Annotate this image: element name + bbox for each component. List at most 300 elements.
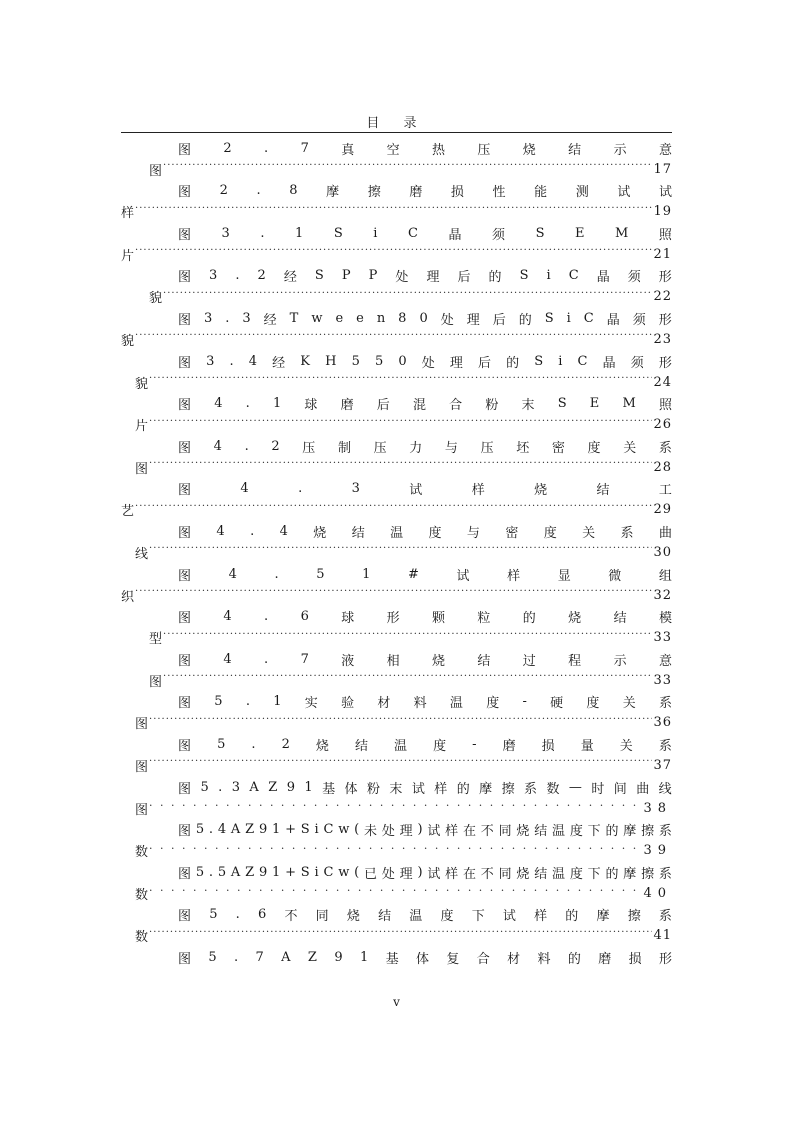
toc-title-glyph: ) [417,822,423,838]
toc-title-glyph: 9 [258,864,268,880]
toc-title-glyph: 摩 [326,185,340,201]
toc-title-glyph: + [285,822,296,838]
toc-title-glyph: 复 [446,951,460,967]
toc-title-glyph: 密 [505,525,519,541]
toc-title-glyph: 磨 [598,951,612,967]
toc-title-glyph: 处 [381,866,395,882]
dot-leader [149,801,642,815]
toc-title-glyph: 损 [628,951,642,967]
toc-title-glyph: 系 [658,824,672,840]
toc-title-glyph: A [230,822,241,838]
toc-entry-leader-line[interactable] [149,670,672,690]
toc-title-glyph: 烧 [313,525,327,541]
toc-entry-leader-line[interactable] [149,628,672,648]
toc-title-glyph: . [251,736,256,752]
toc-title-glyph: Z [268,779,278,795]
toc-title-glyph: 1 [273,694,282,710]
toc-entry-continuation: 线 [135,546,149,562]
toc-title-glyph: — [568,779,582,795]
toc-title-glyph: 实 [304,696,318,712]
toc-title-glyph: 试 [411,781,425,797]
toc-entry-leader-line[interactable] [135,798,672,818]
toc-title-glyph: - [472,736,477,752]
toc-title-glyph: 摩 [596,909,610,925]
toc-title-glyph: 度 [440,909,454,925]
toc-title-glyph: 试 [456,568,470,584]
toc-title-glyph: 须 [632,312,646,328]
toc-title-glyph: 试 [658,185,672,201]
toc-title-glyph: 晶 [596,270,610,286]
toc-title-glyph: 处 [395,270,409,286]
toc-title-glyph: 液 [341,653,355,669]
toc-title-glyph: 压 [373,440,387,456]
toc-title-glyph: 样 [507,568,521,584]
toc-title-glyph: 5 [195,864,205,880]
toc-title-glyph: 图 [178,483,192,499]
toc-title-glyph: 经 [272,355,286,371]
toc-title-glyph: 1 [272,396,282,412]
toc-page-number: 33 [653,672,672,688]
toc-title-glyph: 理 [449,355,463,371]
dot-leader [135,332,652,346]
toc-page-number: 26 [653,417,672,433]
toc-title-glyph: 4 [248,353,258,369]
toc-page-number: 24 [653,374,672,390]
toc-title-glyph: 图 [178,568,192,584]
toc-page-number: 21 [653,246,672,262]
toc-title-glyph: 擦 [367,185,381,201]
toc-title-glyph: 处 [381,824,395,840]
toc-entry-title [178,564,672,584]
toc-title-glyph: 图 [178,270,192,286]
toc-title-glyph: 材 [507,951,521,967]
toc-title-glyph: 的 [605,824,619,840]
dot-leader [149,375,652,389]
toc-title-glyph: 晶 [448,227,462,243]
toc-title-glyph: 2 [223,140,232,156]
toc-title-glyph: 磨 [502,738,516,754]
toc-title-glyph: 4 [240,481,249,497]
dot-leader [163,162,652,176]
toc-title-glyph: . [235,907,240,923]
toc-title-glyph: 9 [258,822,268,838]
toc-title-glyph: P [368,268,378,284]
toc-title-glyph: . [260,225,265,241]
toc-title-glyph: ) [417,864,423,880]
toc-title-glyph: Z [245,822,255,838]
toc-title-glyph: 1 [272,822,281,838]
toc-title-glyph: S [300,864,310,880]
toc-title-glyph: i [566,310,571,326]
toc-entry-leader-line[interactable] [135,841,672,861]
toc-entry-continuation: 片 [121,248,135,264]
toc-title-glyph: 烧 [516,866,530,882]
toc-entry-title [178,351,672,371]
toc-title-glyph: 磨 [409,185,423,201]
toc-page-number: 36 [653,715,672,731]
toc-title-glyph: . [245,396,250,412]
toc-title-glyph: 烧 [516,824,530,840]
toc-title-glyph: 损 [541,738,555,754]
toc-entry-leader-line[interactable] [135,415,672,435]
toc-title-glyph: 5 [200,779,209,795]
toc-title-glyph: 8 [398,310,407,326]
toc-entry-title [178,862,672,882]
toc-title-glyph: 形 [658,355,672,371]
toc-title-glyph: 关 [582,525,596,541]
toc-title-glyph: 意 [658,653,672,669]
toc-entry-continuation: 数 [135,930,149,946]
dot-leader [149,758,652,772]
toc-title-glyph: 压 [477,142,491,158]
toc-title-glyph: 颗 [432,611,446,627]
toc-entry-title [178,947,672,967]
toc-title-glyph: 空 [386,142,400,158]
toc-title-glyph: 工 [658,483,672,499]
toc-title-glyph: . [250,523,255,539]
toc-title-glyph: 下 [587,824,601,840]
toc-title-glyph: 7 [300,651,309,667]
toc-title-glyph: 料 [413,696,427,712]
toc-title-glyph: . [244,438,249,454]
toc-entry-leader-line[interactable] [149,287,672,307]
toc-entry-leader-line[interactable] [135,926,672,946]
toc-title-glyph: 3 [204,310,213,326]
toc-entry-title [178,734,672,754]
toc-entry-leader-line[interactable] [135,542,672,562]
toc-title-glyph: 的 [567,951,581,967]
toc-title-glyph: 结 [477,653,491,669]
toc-title-glyph: 系 [658,866,672,882]
toc-title-glyph: 1 [362,566,371,582]
toc-title-glyph: 度 [569,824,583,840]
dot-leader [149,886,642,900]
toc-title-glyph: 烧 [534,483,548,499]
toc-title-glyph: 5 [195,822,205,838]
toc-title-glyph: 度 [569,866,583,882]
dot-leader [135,205,652,219]
toc-title-glyph: 性 [492,185,506,201]
toc-title-glyph: 系 [658,909,672,925]
toc-title-glyph: w [338,822,350,838]
toc-title-glyph: 摩 [623,824,637,840]
toc-title-glyph: 1 [359,949,369,965]
toc-title-glyph: P [341,268,351,284]
toc-title-glyph: 的 [565,909,579,925]
dot-leader [149,418,652,432]
toc-title-glyph: 损 [450,185,464,201]
toc-entry-continuation: 样 [121,206,135,222]
toc-title-glyph: 粉 [366,781,380,797]
toc-title-glyph: w [311,310,323,326]
toc-title-glyph: 理 [399,866,413,882]
toc-title-glyph: 验 [341,696,355,712]
toc-title-glyph: 末 [389,781,403,797]
toc-entry-title [178,905,672,925]
toc-title-glyph: 9 [286,779,295,795]
toc-title-glyph: 7 [300,140,309,156]
toc-title-glyph: # [407,566,419,582]
toc-title-glyph: 不 [480,866,494,882]
toc-title-glyph: 粉 [485,398,499,414]
toc-entry-continuation: 图 [149,674,163,690]
toc-entry-title [178,308,672,328]
toc-title-glyph: 关 [623,440,637,456]
toc-title-glyph: 温 [394,738,408,754]
toc-title-glyph: 系 [658,696,672,712]
toc-title-glyph: 后 [492,312,506,328]
toc-entry-title [178,649,672,669]
dot-leader [163,290,652,304]
toc-entry-leader-line[interactable] [135,755,672,775]
toc-title-glyph: 形 [386,611,400,627]
dot-leader [163,673,652,687]
toc-title-glyph: ( [354,822,360,838]
toc-title-glyph: 温 [449,696,463,712]
toc-title-glyph: 曲 [636,781,650,797]
toc-entry-continuation: 图 [149,163,163,179]
dot-leader [149,844,642,858]
toc-title-glyph: 系 [658,440,672,456]
toc-title-glyph: 7 [255,949,264,965]
toc-entry-continuation: 数 [135,845,149,861]
toc-title-glyph: 5 [351,353,360,369]
toc-title-glyph: 体 [415,951,429,967]
toc-title-glyph: 形 [658,951,672,967]
dot-leader [149,716,652,730]
toc-title-glyph: A [249,779,259,795]
toc-entry-title [178,394,672,414]
toc-title-glyph: 2 [257,268,266,284]
toc-title-glyph: . [264,609,269,625]
toc-title-glyph: 料 [537,951,551,967]
toc-title-glyph: 的 [522,611,536,627]
toc-entry-leader-line[interactable] [121,244,672,264]
toc-page-number: 37 [653,757,672,773]
toc-title-glyph: S [300,822,310,838]
toc-title-glyph: i [546,268,551,284]
toc-title-glyph: 的 [605,866,619,882]
toc-title-glyph: 结 [378,909,392,925]
toc-title-glyph: 组 [658,568,672,584]
toc-page-number: 23 [653,331,672,347]
toc-title-glyph: 图 [178,185,192,201]
toc-title-glyph: . [225,310,230,326]
toc-title-glyph: i [314,864,319,880]
toc-entry-continuation: 型 [149,632,163,648]
toc-title-glyph: 粒 [477,611,491,627]
toc-title-glyph: 试 [502,909,516,925]
toc-title-glyph: 温 [552,824,566,840]
toc-title-glyph: 5 [374,353,384,369]
toc-title-glyph: 系 [620,525,634,541]
toc-title-glyph: 热 [432,142,446,158]
toc-title-glyph: 图 [178,909,192,925]
toc-title-glyph: 处 [421,355,435,371]
toc-title-glyph: S [519,268,529,284]
toc-title-glyph: 处 [440,312,454,328]
toc-title-glyph: i [314,822,319,838]
toc-title-glyph: 须 [492,227,506,243]
toc-title-glyph: 3 [221,225,230,241]
toc-entry-leader-line[interactable] [135,883,672,903]
toc-title-glyph: Z [245,864,255,880]
toc-entry-continuation: 图 [135,461,149,477]
toc-title-glyph: 擦 [641,866,655,882]
toc-title-glyph: 晶 [606,312,620,328]
toc-title-glyph: 5 [316,566,325,582]
toc-title-glyph: i [558,353,563,369]
toc-entry-leader-line[interactable] [121,585,672,605]
toc-title-glyph: 4 [228,566,237,582]
toc-title-glyph: C [407,225,418,241]
toc-title-glyph: 系 [524,781,538,797]
toc-title-glyph: 结 [568,142,582,158]
toc-title-glyph: 2 [281,736,290,752]
toc-page-number: 33 [653,630,672,646]
toc-title-glyph: 基 [385,951,399,967]
toc-entry-leader-line[interactable] [149,159,672,179]
toc-title-glyph: 度 [428,525,442,541]
toc-title-glyph: S [314,268,324,284]
toc-title-glyph: 5 [209,907,218,923]
toc-page-number: 32 [653,587,672,603]
toc-title-glyph: 烧 [315,738,329,754]
toc-title-glyph: 未 [364,824,378,840]
toc-title-glyph: 球 [304,398,318,414]
toc-title-glyph: 的 [488,270,502,286]
toc-entry-continuation: 图 [135,717,149,733]
dot-leader [149,460,652,474]
toc-title-glyph: 图 [178,653,192,669]
toc-title-glyph: 测 [575,185,589,201]
toc-title-glyph: 制 [337,440,351,456]
toc-title-glyph: 理 [399,824,413,840]
toc-entry-title [178,777,672,797]
toc-title-glyph: . [264,651,269,667]
toc-entry-title [178,692,672,712]
toc-entry-leader-line[interactable] [135,713,672,733]
toc-title-glyph: 意 [658,142,672,158]
toc-entry-leader-line[interactable] [121,329,672,349]
toc-title-glyph: 图 [178,738,192,754]
toc-entry-continuation: 织 [121,589,135,605]
toc-title-glyph: 5 [217,736,226,752]
toc-title-glyph: . [264,140,269,156]
toc-title-glyph: 度 [586,696,600,712]
page-number: v [393,995,400,1009]
toc-title-glyph: 须 [630,355,644,371]
toc-entry-title [178,521,672,541]
toc-title-glyph: 下 [471,909,485,925]
toc-title-glyph: e [335,310,344,326]
toc-title-glyph: 照 [658,227,672,243]
toc-title-glyph: S [557,396,567,412]
toc-title-glyph: 图 [178,696,192,712]
toc-title-glyph: 与 [466,525,480,541]
toc-title-glyph: 温 [409,909,423,925]
toc-title-glyph: 图 [178,525,192,541]
toc-title-glyph: ( [354,864,360,880]
toc-title-glyph: 烧 [568,611,582,627]
toc-title-glyph: 试 [427,824,441,840]
toc-title-glyph: 结 [596,483,610,499]
toc-page-number: 41 [653,928,672,944]
toc-title-glyph: 2 [219,183,228,199]
toc-title-glyph: 图 [178,142,192,158]
toc-title-glyph: 4 [217,822,227,838]
toc-title-glyph: 图 [178,781,192,797]
toc-title-glyph: 图 [178,440,192,456]
dot-leader [135,588,652,602]
toc-title-glyph: M [615,225,629,241]
toc-entry-leader-line[interactable] [121,202,672,222]
toc-entry-leader-line[interactable] [135,457,672,477]
toc-page-number: 22 [653,289,672,305]
toc-entry-leader-line[interactable] [121,500,672,520]
toc-title-glyph: 5 [217,864,227,880]
toc-page-number: 19 [653,204,672,220]
toc-title-glyph: 基 [322,781,336,797]
toc-entry-leader-line[interactable] [135,372,672,392]
toc-title-glyph: 后 [376,398,390,414]
toc-title-glyph: i [373,225,378,241]
toc-title-glyph: 样 [434,781,448,797]
toc-title-glyph: 坯 [516,440,530,456]
toc-title-glyph: 示 [613,142,627,158]
toc-title-glyph: 图 [178,951,192,967]
toc-title-glyph: 样 [471,483,485,499]
toc-title-glyph: 度 [543,525,557,541]
dot-leader [163,631,652,645]
toc-entry-title [178,607,672,627]
dot-leader [135,247,652,261]
toc-title-glyph: 图 [178,312,192,328]
toc-title-glyph: 4 [214,396,223,412]
toc-title-glyph: 图 [178,611,192,627]
toc-title-glyph: 0 [398,353,407,369]
toc-entry-title [178,223,672,243]
toc-title-glyph: 在 [462,824,476,840]
toc-title-glyph: 下 [587,866,601,882]
toc-title-glyph: 2 [271,438,280,454]
toc-title-glyph: 程 [568,653,582,669]
toc-title-glyph: 关 [619,738,633,754]
toc-title-glyph: 图 [178,824,192,840]
toc-title-glyph: . [274,566,279,582]
toc-title-glyph: . [235,268,240,284]
toc-title-glyph: M [622,396,636,412]
toc-title-glyph: 1 [304,779,313,795]
toc-title-glyph: 球 [341,611,355,627]
toc-title-glyph: 摩 [623,866,637,882]
toc-title-glyph: 1 [272,864,281,880]
toc-title-glyph: 图 [178,398,192,414]
toc-title-glyph: 1 [295,225,304,241]
toc-title-glyph: 3 [206,353,215,369]
toc-title-glyph: 合 [449,398,463,414]
toc-title-glyph: 曲 [658,525,672,541]
toc-title-glyph: 已 [364,866,378,882]
toc-title-glyph: 相 [386,653,400,669]
toc-title-glyph: 量 [580,738,594,754]
toc-page-number: 29 [653,502,672,518]
toc-title-glyph: C [323,822,334,838]
toc-title-glyph: 时 [591,781,605,797]
toc-page-number: 28 [653,459,672,475]
toc-title-glyph: + [285,864,296,880]
toc-title-glyph: 线 [658,781,672,797]
